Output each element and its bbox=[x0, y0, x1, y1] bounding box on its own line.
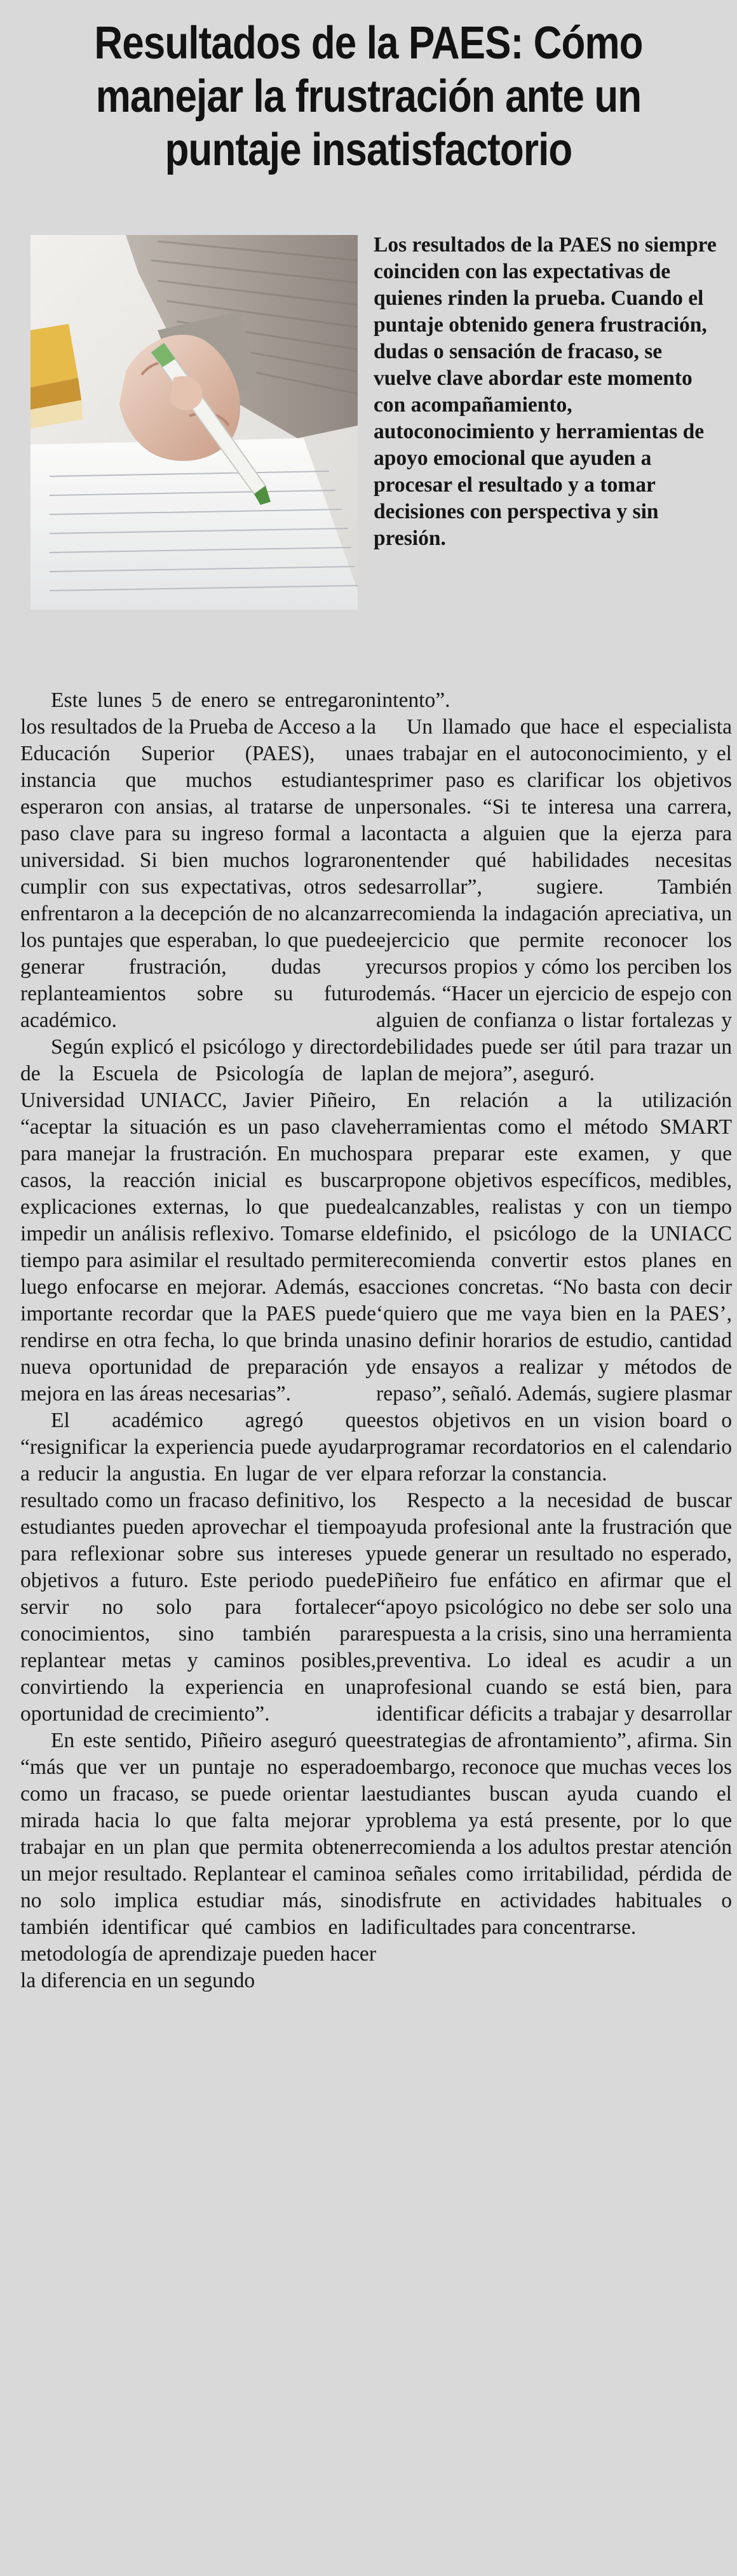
body-paragraph: Este lunes 5 de enero se entregaron los resultados de la Prueba de Acceso a la Educación Superior (PAES), una instancia que muchos estudiantes esperaron con ansias, al tratarse de un paso clave para su ingreso formal a la universidad. Si bien muchos lograron cumplir con sus expectativas, otros se enfrentaron a la decepción de no alcanzar los puntajes que esperaban, lo que puede generar frustración, dudas y replanteamientos sobre su futuro académico. bbox=[20, 688, 376, 1032]
hand-writing-exam-photo bbox=[30, 235, 358, 610]
body-paragraph: Un llamado que hace el especialista es trabajar en el autoconocimiento, y el primer paso es clarificar los objetivos personales. “Si te interesa una carrera, contacta a alguien que la ejerza para entender qué habilidades necesitas desarrollar”, sugiere. También recomienda la indagación apreciativa, un ejercicio que permite reconocer los recursos propios y cómo los perciben los demás. “Hacer un ejercicio de espejo con alguien de confianza o listar fortalezas y debilidades puede ser útil para trazar un plan de mejora”, aseguró. bbox=[376, 715, 732, 1085]
body-paragraph: En este sentido, Piñeiro aseguró que “más que ver un puntaje no esperado como un fracaso, se puede orientar la mirada hacia lo que falta mejorar y trabajar en un plan que permita obtener un mejor resultado. Replantear el camino no solo implica estudiar más, sino también identificar qué cambios en la metodología de aprendizaje pueden hacer la diferencia en un segundo bbox=[20, 1729, 376, 1992]
body-paragraph: Respecto a la necesidad de buscar ayuda profesional ante la frustración que puede generar un resultado no esperado, Piñeiro fue enfático en afirmar que el “apoyo psicológico no debe ser solo una respuesta a la crisis, sino una herramienta preventiva. Lo ideal es acudir a un profesional cuando se está bien, para identificar déficits a trabajar y desarrollar estrategias de afrontamiento”, afirma. Sin embargo, reconoce que muchas veces los estudiantes buscan ayuda cuando el problema ya está presente, por lo que recomienda a los adultos prestar atención a señales como irritabilidad, pérdida de disfrute en actividades habituales o dificultades para concentrarse. bbox=[376, 1489, 732, 1939]
body-column-left bbox=[20, 687, 376, 1994]
body-paragraph: El académico agregó que “resignificar la experiencia puede ayudar a reducir la angustia. En lugar de ver el resultado como un fracaso definitivo, los estudiantes pueden aprovechar el tiempo para reflexionar sobre sus intereses y objetivos a futuro. Este periodo puede servir no solo para fortalecer conocimientos, sino también para replantear metas y caminos posibles, convirtiendo la experiencia en una oportunidad de crecimiento”. bbox=[20, 1409, 376, 1726]
article-photo bbox=[30, 235, 358, 610]
body-column-right bbox=[376, 687, 732, 1941]
article-lede: Los resultados de la PAES no siempre coinciden con las expectativas de quienes rinden la prueba. Cuando el puntaje obtenido genera frustración, dudas o sensación de fracaso, se vuelve clave abordar este momento con acompañamiento, autoconocimiento y herramientas de apoyo emocional que ayuden a procesar el resultado y a tomar decisiones con perspectiva y sin presión. bbox=[374, 233, 717, 550]
article-headline: Resultados de la PAES: Cómo manejar la frustración ante un puntaje insatisfactorio bbox=[94, 18, 643, 175]
body-paragraph: Según explicó el psicólogo y director de la Escuela de Psicología de la Universidad UNIACC, Javier Piñeiro, “aceptar la situación es un paso clave para manejar la frustración. En muchos casos, la reacción inicial es buscar explicaciones externas, lo que puede impedir un análisis reflexivo. Tomarse el tiempo para asimilar el resultado permite luego enfocarse en mejorar. Además, es importante recordar que la PAES puede rendirse en otra fecha, lo que brinda una nueva oportunidad de preparación y mejora en las áreas necesarias”. bbox=[20, 1035, 376, 1405]
body-paragraph: En relación a la utilización herramientas como el método SMART para preparar este examen, y que propone objetivos específicos, medibles, alcanzables, realistas y con un tiempo definido, el psicólogo de la UNIACC recomienda convertir estos planes en acciones concretas. “No basta con decir ‘quiero que me vaya bien en la PAES’, sino definir horarios de estudio, cantidad de ensayos a realizar y métodos de repaso”, señaló. Además, sugiere plasmar estos objetivos en un vision board o programar recordatorios en el calendario para reforzar la constancia. bbox=[376, 1089, 732, 1486]
body-paragraph-continuation: intento”. bbox=[376, 688, 450, 712]
